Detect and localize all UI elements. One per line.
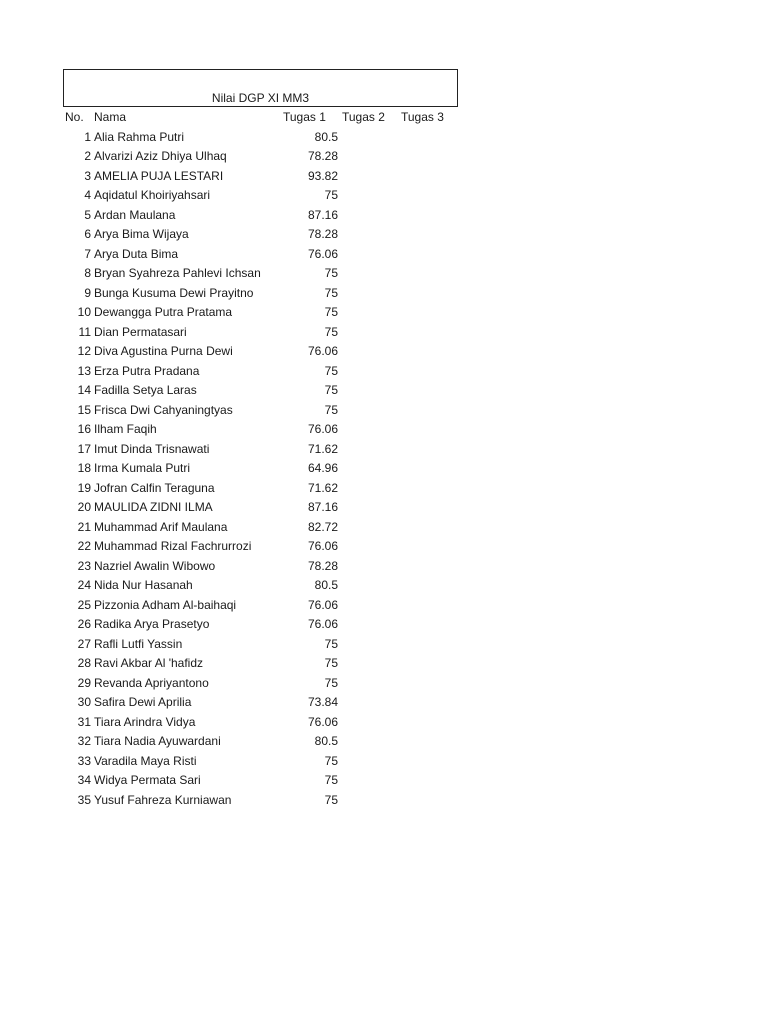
student-name: Ardan Maulana [94,207,176,222]
row-number: 12 [77,344,91,358]
row-number: 8 [84,266,91,280]
student-name: Varadila Maya Risti [94,753,197,768]
student-name: AMELIA PUJA LESTARI [94,168,224,183]
header-no: No. [65,110,84,124]
tugas-1-score: 87.16 [307,207,338,222]
student-name: Frisca Dwi Cahyaningtyas [94,402,233,417]
row-number: 34 [77,773,91,787]
tugas-1-score: 75 [324,383,338,397]
row-number: 29 [77,675,91,690]
row-number: 21 [77,519,91,534]
row-number: 20 [77,500,91,514]
student-name: Fadilla Setya Laras [94,383,197,397]
tugas-1-score: 75 [324,363,338,378]
student-name: MAULIDA ZIDNI ILMA [94,500,213,514]
tugas-1-score: 75 [324,792,338,807]
row-number: 31 [77,714,91,729]
row-number: 22 [77,539,91,553]
student-name: Safira Dewi Aprilia [94,695,192,709]
student-name: Pizzonia Adham Al-baihaqi [94,597,237,612]
row-number: 7 [84,246,91,261]
title-box [63,69,458,107]
student-name: Revanda Apriyantono [94,675,209,690]
header-name: Nama [94,110,127,124]
row-number: 3 [84,168,91,183]
tugas-1-score: 78.28 [307,149,338,163]
row-number: 5 [84,207,91,222]
row-number: 9 [84,285,91,300]
row-number: 24 [77,578,91,592]
row-number: 19 [77,480,91,495]
row-number: 33 [77,753,91,768]
student-name: Dewangga Putra Pratama [94,305,233,319]
tugas-1-score: 75 [324,266,338,280]
student-name: Tiara Arindra Vidya [94,714,196,729]
tugas-1-score: 82.72 [307,519,338,534]
student-name: Erza Putra Pradana [94,363,200,378]
tugas-1-score: 75 [324,675,338,690]
student-name: Ravi Akbar Al 'hafidz [94,656,204,670]
tugas-1-score: 93.82 [307,168,338,183]
row-number: 14 [77,383,91,397]
student-name: Yusuf Fahreza Kurniawan [94,792,232,807]
tugas-1-score: 73.84 [307,695,338,709]
student-name: Irma Kumala Putri [94,461,191,475]
student-name: Bunga Kusuma Dewi Prayitno [94,285,254,300]
tugas-1-score: 75 [324,753,338,768]
row-number: 32 [77,734,91,748]
student-name: Nazriel Awalin Wibowo [94,558,216,573]
row-number: 26 [77,617,91,631]
tugas-1-score: 76.06 [307,422,338,436]
tugas-1-score: 80.5 [314,578,338,592]
tugas-1-score: 76.06 [307,246,338,261]
student-name: Arya Bima Wijaya [94,227,189,241]
row-number: 28 [77,656,91,670]
student-name: Radika Arya Prasetyo [94,617,210,631]
student-name: Muhammad Rizal Fachrurrozi [94,539,252,553]
tugas-1-score: 71.62 [307,441,338,456]
tugas-1-score: 80.5 [314,734,338,748]
student-name: Aqidatul Khoiriyahsari [94,188,211,202]
row-number: 16 [77,422,91,436]
tugas-1-score: 75 [324,636,338,651]
row-number: 13 [77,363,91,378]
row-number: 27 [77,636,91,651]
header-tugas-2: Tugas 2 [342,110,385,124]
student-name: Bryan Syahreza Pahlevi Ichsan [94,266,261,280]
row-number: 23 [77,558,91,573]
tugas-1-score: 75 [324,773,338,787]
tugas-1-score: 64.96 [307,461,338,475]
tugas-1-score: 78.28 [307,558,338,573]
row-number: 4 [84,188,91,202]
tugas-1-score: 76.06 [307,617,338,631]
student-name: Alia Rahma Putri [94,129,185,144]
student-name: Imut Dinda Trisnawati [94,441,210,456]
tugas-1-score: 76.06 [307,344,338,358]
tugas-1-score: 75 [324,305,338,319]
row-number: 6 [84,227,91,241]
row-number: 11 [78,324,91,339]
row-number: 1 [84,129,91,144]
sheet-title: Nilai DGP XI MM3 [211,91,310,105]
row-number: 25 [77,597,91,612]
student-name: Diva Agustina Purna Dewi [94,344,233,358]
row-number: 2 [84,149,91,163]
header-tugas-1: Tugas 1 [283,110,326,124]
tugas-1-score: 75 [324,402,338,417]
tugas-1-score: 75 [324,656,338,670]
row-number: 17 [77,441,91,456]
row-number: 30 [77,695,91,709]
row-number: 18 [77,461,91,475]
student-name: Alvarizi Aziz Dhiya Ulhaq [94,149,227,163]
student-name: Muhammad Arif Maulana [94,519,228,534]
student-name: Jofran Calfin Teraguna [94,480,215,495]
student-name: Tiara Nadia Ayuwardani [94,734,221,748]
tugas-1-score: 76.06 [307,539,338,553]
student-name: Nida Nur Hasanah [94,578,193,592]
tugas-1-score: 76.06 [307,714,338,729]
tugas-1-score: 87.16 [307,500,338,514]
tugas-1-score: 76.06 [307,597,338,612]
student-name: Dian Permatasari [94,324,187,339]
row-number: 10 [77,305,91,319]
row-number: 15 [77,402,91,417]
row-number: 35 [77,792,91,807]
tugas-1-score: 71.62 [307,480,338,495]
tugas-1-score: 78.28 [307,227,338,241]
student-name: Widya Permata Sari [94,773,201,787]
tugas-1-score: 75 [324,324,338,339]
tugas-1-score: 75 [324,285,338,300]
student-name: Ilham Faqih [94,422,157,436]
tugas-1-score: 75 [324,188,338,202]
student-name: Rafli Lutfi Yassin [94,636,183,651]
tugas-1-score: 80.5 [314,129,338,144]
student-name: Arya Duta Bima [94,246,179,261]
header-tugas-3: Tugas 3 [401,110,444,124]
